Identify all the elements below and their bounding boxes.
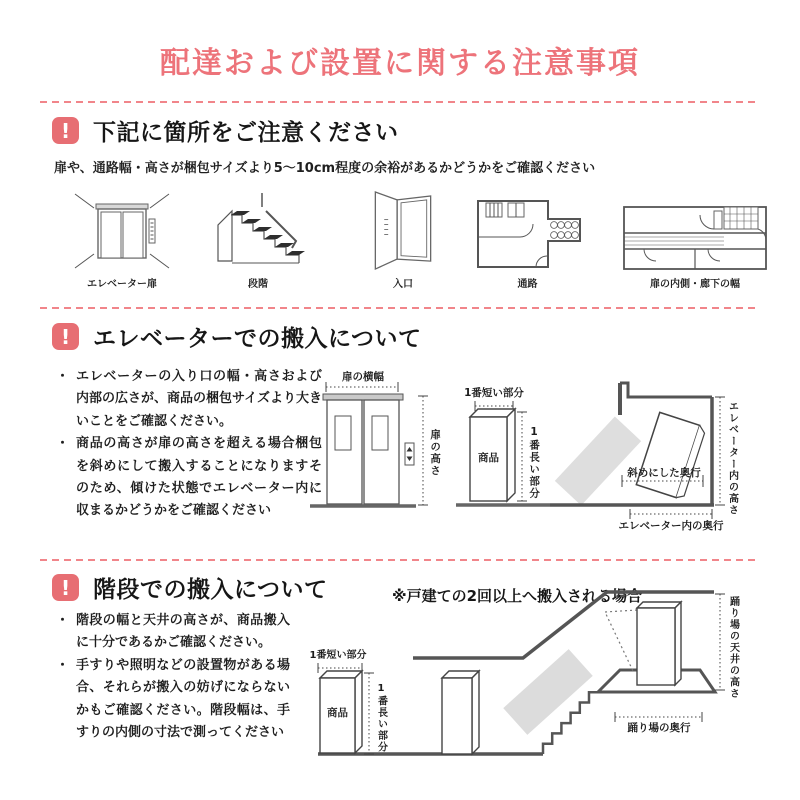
divider-3: [40, 559, 760, 561]
alert-icon: !: [52, 117, 79, 144]
alert-icon: !: [52, 574, 79, 601]
longest-part-label: 1番長い部分: [375, 683, 387, 753]
spot-corridor: [620, 190, 770, 290]
bullet-marker: ・: [56, 369, 70, 384]
product-label: 商品: [478, 452, 499, 464]
stairs-icon: [208, 191, 308, 271]
product-box-diagram: [452, 386, 554, 512]
product-label: 商品: [327, 707, 348, 719]
spot-label: エレベーター扉: [87, 279, 157, 290]
divider-1: [40, 101, 760, 103]
shortest-part-label: 1番短い部分: [309, 650, 367, 661]
staircase-drawing: [290, 588, 790, 793]
bullet-text: エレベーターの入り口の幅・高さおよび内部の広さが、商品の梱包サイズより大きいことをご確認ください。: [76, 369, 322, 429]
section1-heading: 下記に箇所をご注意ください: [93, 120, 399, 146]
section2-heading: エレベーターでの搬入について: [93, 326, 422, 352]
page-title: 配達および設置に関する注意事項: [160, 46, 640, 81]
bullet-marker: ・: [56, 657, 70, 673]
bullet-item: [52, 366, 322, 433]
divider-2: [40, 307, 760, 309]
alert-icon: !: [52, 323, 79, 350]
tilted-depth-label: 斜めにした奥行: [627, 467, 701, 479]
elevator-inner-height-label: エレベーター内の高さ: [726, 401, 738, 516]
section3-heading: 階段での搬入について: [93, 577, 328, 603]
section3-heading-row: [52, 571, 328, 604]
bullet-text: 手すりや照明などの設置物がある場合、それらが搬入の妨げにならないかもご確認ください。階段幅は、手すりの内側の寸法で測ってください: [76, 657, 290, 741]
spot-label: 通路: [517, 279, 538, 290]
bullet-text: 商品の高さが扉の高さを超える場合梱包を斜めにして搬入することになりますそのため、傾けた状態でエレベーター内に収まるかどうかをご確認ください: [76, 436, 322, 519]
staircase-diagram: [290, 588, 790, 793]
passage-floorplan-icon: [470, 193, 585, 271]
landing-depth-label: 踊り場の奥行: [627, 722, 691, 734]
spot-label: 段階: [248, 279, 268, 290]
spot-label: 入口: [393, 279, 413, 290]
bullet-item: [52, 433, 322, 523]
bullet-marker: ・: [56, 436, 70, 452]
door-width-label: 扉の横幅: [342, 371, 384, 383]
section2-bullets: [52, 366, 322, 523]
spot-entrance: [367, 190, 439, 290]
caution-spots-row: [0, 190, 800, 292]
section1-subtext: 扉や、通路幅・高さが梱包サイズより5〜10cm程度の余裕があるかどうかをご確認ください: [54, 161, 596, 176]
tilted-in-elevator-diagram: [548, 368, 760, 540]
shortest-part-label: 1番短い部分: [464, 387, 524, 399]
section3-note: ※戸建ての2回以上へ搬入される場合: [392, 587, 643, 605]
bullet-marker: ・: [56, 613, 70, 628]
section1-heading-row: [52, 114, 399, 147]
spot-passage: [470, 190, 585, 290]
spot-label: 扉の内側・廊下の幅: [650, 279, 740, 290]
landing-ceiling-height-label: 踊り場の天井の高さ: [727, 596, 739, 700]
elevator-door-front-diagram: [310, 371, 442, 513]
bullet-text: 階段の幅と天井の高さが、商品搬入に十分であるかご確認ください。: [76, 613, 290, 651]
section3-bullets: [52, 610, 290, 744]
spot-stairs: [208, 190, 308, 290]
longest-part-label: 1番長い部分: [528, 426, 541, 500]
door-height-label: 扉の高さ: [429, 429, 442, 477]
spot-elevator-door: [72, 190, 172, 290]
corridor-floorplan-icon: [620, 203, 770, 271]
bullet-item: [52, 655, 290, 745]
bullet-item: [52, 610, 290, 655]
elevator-door-icon: [72, 191, 172, 271]
entrance-door-icon: [367, 190, 439, 271]
elevator-door-front-drawing: [310, 371, 442, 513]
section2-heading-row: [52, 320, 422, 353]
elevator-inner-depth-label: エレベーター内の奥行: [618, 520, 724, 532]
